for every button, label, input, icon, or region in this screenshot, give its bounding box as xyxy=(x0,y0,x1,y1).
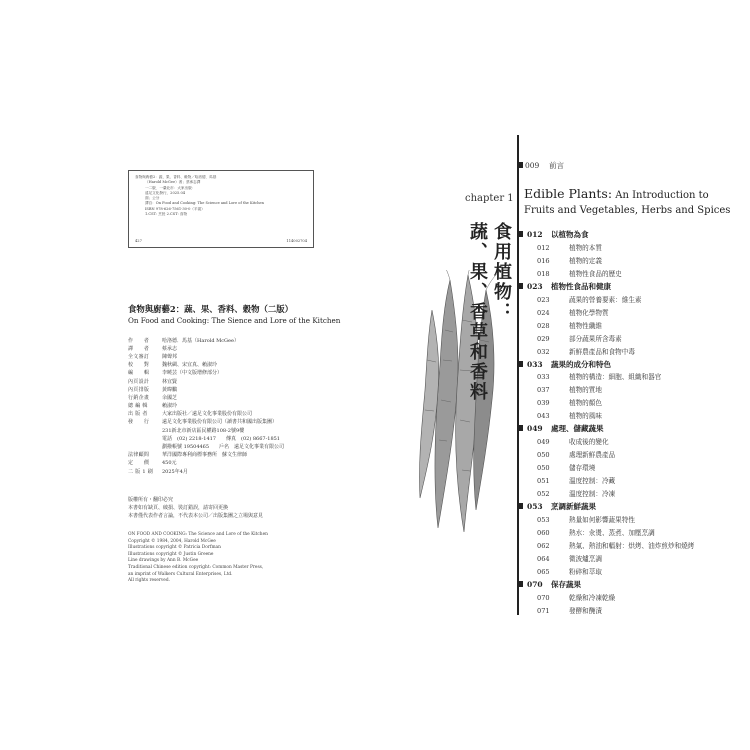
section-marker xyxy=(517,503,523,509)
credit-row: 發 行 遠足文化事業股份有限公司（讀書共和國出版集團） xyxy=(128,419,278,426)
cip-line: （Harold McGee）著；蔡承志譯 xyxy=(145,180,201,185)
credit-row: 二 版 1 刷 2025年4月 xyxy=(128,468,188,475)
copyright-notes xyxy=(128,496,263,520)
section-marker xyxy=(517,361,523,367)
toc-entry-text: 溫度控制：冷凍 xyxy=(569,490,616,498)
credit-row: 譯 者 蔡承志 xyxy=(128,345,178,352)
toc-page-number: 033 xyxy=(527,359,543,369)
toc-entry-text: 植物的顏色 xyxy=(569,399,602,408)
toc-entry-text: 植物的定義 xyxy=(569,256,602,265)
chapter-title-en-line2: Fruits and Vegetables, Herbs and Spices xyxy=(524,205,731,216)
toc-subentry[interactable] xyxy=(537,384,602,394)
note-line: 本書僅代表作者言論，不代表本公司／出版集團之立場與意見 xyxy=(128,513,264,519)
note-line: 版權所有・翻印必究 xyxy=(128,497,174,503)
toc-entry[interactable] xyxy=(527,229,589,240)
credit-row: 電話 (02) 2218-1417 傳真 (02) 8667-1851 xyxy=(162,435,280,442)
credit-row: 作 者 哈洛德．馬基（Harold McGee） xyxy=(128,337,239,344)
credit-row: 231新北市新店區民權路108-2號9樓 xyxy=(162,427,245,434)
toc-entry-text: 以植物為食 xyxy=(551,230,589,239)
toc-page-number: 018 xyxy=(537,269,550,278)
credit-row: 法律顧問 華洋國際專利商標事務所 蘇文生律師 xyxy=(128,452,248,459)
english-copyright xyxy=(128,532,268,585)
toc-page-number: 060 xyxy=(537,528,550,537)
book-subtitle: On Food and Cooking: The Sience and Lore of the Kitchen xyxy=(128,316,341,325)
credit-row: 編 輯 李曉芸（中文版增修部分） xyxy=(128,370,223,377)
section-marker xyxy=(517,425,523,431)
toc-page-number: 012 xyxy=(537,243,550,252)
toc-entry[interactable] xyxy=(527,281,611,292)
chapter-title-en xyxy=(524,186,709,201)
credit-row: 全文審訂 陳聲邦 xyxy=(128,353,178,360)
toc-subentry[interactable] xyxy=(537,268,622,278)
toc-entry-text: 乾燥和冷凍乾燥 xyxy=(569,593,616,602)
chapter-title-zh-col1: 食用植物： xyxy=(491,222,512,322)
toc-subentry[interactable] xyxy=(537,605,602,615)
toc-page-number: 029 xyxy=(537,334,550,343)
eng-line: Line drawings by Ann B. McGee xyxy=(128,558,199,564)
toc-entry[interactable] xyxy=(527,359,611,370)
toc-page-number: 064 xyxy=(537,554,550,563)
toc-subentry[interactable] xyxy=(537,540,694,550)
toc-subentry[interactable] xyxy=(537,475,615,485)
cip-line: 遠足文化發行，2025.04 xyxy=(145,190,186,195)
toc-entry[interactable] xyxy=(525,160,564,171)
toc-entry-text: 熱水：汆燙、蒸煮、加壓烹調 xyxy=(569,528,655,537)
toc-page-number: 070 xyxy=(537,593,550,602)
toc-subentry[interactable] xyxy=(537,488,615,498)
toc-page-number: 052 xyxy=(537,490,550,498)
toc-entry-text: 熱氣、熱油和輻射：烘烤、油炸煎炒和燒烤 xyxy=(569,541,695,550)
toc-page-number: 016 xyxy=(537,256,550,265)
toc-entry-text: 部分蔬果所含毒素 xyxy=(569,334,622,343)
toc-entry-text: 保存蔬果 xyxy=(551,579,581,589)
toc-page-number: 028 xyxy=(537,321,550,330)
eng-line: Traditional Chinese edition copyright: Common Master Press, xyxy=(128,564,264,570)
toc-entry-text: 植物的構造：細胞、組織和器官 xyxy=(569,373,662,382)
cip-record-number: 114002704 xyxy=(286,238,307,243)
chapter-title-zh-col2: 蔬、果、香草和香料 xyxy=(467,222,488,402)
section-marker xyxy=(517,283,523,289)
chapter-title-rest: An Introduction to xyxy=(612,190,709,201)
book-title: 食物與廚藝2：蔬、果、香料、穀物（二版） xyxy=(128,304,293,314)
toc-subentry[interactable] xyxy=(537,333,622,343)
toc-subentry[interactable] xyxy=(537,566,602,576)
toc-page-number: 032 xyxy=(537,347,550,356)
toc-subentry[interactable] xyxy=(537,514,635,524)
cip-line: 面；公分 xyxy=(145,196,160,201)
toc-subentry[interactable] xyxy=(537,410,602,420)
toc-entry-text: 處理新鮮農產品 xyxy=(569,451,616,460)
toc-subentry[interactable] xyxy=(537,255,602,265)
toc-entry-text: 處理、儲藏蔬果 xyxy=(551,424,604,434)
toc-entry-text: 收成後的變化 xyxy=(569,438,609,447)
note-line: 本書如有缺頁、破損、裝訂錯誤，請寄回更換 xyxy=(128,505,229,511)
toc-subentry[interactable] xyxy=(537,527,655,537)
chapter-label: chapter 1 xyxy=(465,193,514,204)
credit-row: 校 對 魏秋綢、宋宜真、賴淑玲 xyxy=(128,362,218,369)
credit-row: 定 價 450元 xyxy=(128,460,177,467)
cip-line: 1.CST: 烹飪 2.CST: 食物 xyxy=(145,212,188,217)
toc-subentry[interactable] xyxy=(537,307,609,317)
toc-entry[interactable] xyxy=(527,501,596,512)
toc-page-number: 053 xyxy=(527,501,543,511)
toc-subentry[interactable] xyxy=(537,320,602,330)
toc-entry-text: 植物性食品和健康 xyxy=(551,281,611,291)
toc-page-number: 051 xyxy=(537,477,550,486)
toc-page-number: 023 xyxy=(527,281,543,291)
toc-page-number: 037 xyxy=(537,386,550,395)
section-marker xyxy=(517,581,523,587)
vertical-rule xyxy=(517,135,519,615)
toc-page-number: 024 xyxy=(537,308,550,317)
eng-line: Copyright © 1984, 2004, Harold McGee xyxy=(128,538,216,544)
toc-subentry[interactable] xyxy=(537,346,635,356)
toc-subentry[interactable] xyxy=(537,462,595,472)
credit-row: 內頁排版 黃暐鵬 xyxy=(128,386,178,393)
chapter-title-main: Edible Plants: xyxy=(524,186,613,201)
toc-entry-text: 植物化學物質 xyxy=(569,308,609,317)
credit-row: 行銷企畫 余國芝 xyxy=(128,394,178,401)
toc-entry-text: 植物的質地 xyxy=(569,386,602,395)
toc-page-number: 012 xyxy=(527,230,543,239)
toc-page-number: 033 xyxy=(537,373,550,382)
toc-entry-text: 儲存環境 xyxy=(569,464,596,473)
toc-subentry[interactable] xyxy=(537,242,602,252)
eng-line: ON FOOD AND COOKING: The Science and Lore of the Kitchen xyxy=(128,532,268,537)
toc-subentry[interactable] xyxy=(537,553,602,563)
toc-subentry[interactable] xyxy=(537,397,602,407)
toc-entry-text: 烹調新鮮蔬果 xyxy=(551,501,596,511)
toc-page-number: 009 xyxy=(525,161,540,170)
toc-entry-text: 植物的本質 xyxy=(569,243,602,252)
toc-page-number: 049 xyxy=(527,424,543,434)
toc-page-number: 050 xyxy=(537,451,550,460)
toc-entry[interactable] xyxy=(527,579,581,590)
toc-entry-text: 蔬果的成分和特色 xyxy=(551,359,611,369)
toc-entry-text: 溫度控制：冷藏 xyxy=(569,477,616,486)
credits-list xyxy=(128,336,328,475)
toc-subentry[interactable] xyxy=(537,592,615,602)
toc-page-number: 065 xyxy=(537,567,550,576)
toc-entry-text: 蔬果的營養要素：維生素 xyxy=(569,295,642,304)
toc-page-number: 050 xyxy=(537,464,550,473)
toc-entry-text: 植物性食品的歷史 xyxy=(569,269,622,278)
toc-entry[interactable] xyxy=(527,423,604,434)
credit-row: 內頁設計 林宜賢 xyxy=(128,378,178,385)
eng-line: an imprint of Walkers Cultural Enterprises, Ltd. xyxy=(128,571,233,577)
cip-class-number: 427 xyxy=(135,238,142,243)
cip-line: 譯自：On Food and Cooking: The Science and Lore of the Kitchen xyxy=(145,201,264,206)
toc-entry-text: 熱量如何影響蔬果特性 xyxy=(569,515,635,524)
toc-subentry[interactable] xyxy=(537,294,642,304)
toc-entry-text: 微波爐烹調 xyxy=(569,554,602,563)
toc-page-number: 071 xyxy=(537,606,550,615)
section-marker xyxy=(517,162,523,168)
toc-entry-text: 植物性纖維 xyxy=(569,321,602,330)
toc-page-number: 023 xyxy=(537,295,550,304)
toc-entry-text: 發酵和醃漬 xyxy=(569,606,602,615)
toc-entry-text: 植物的風味 xyxy=(569,412,602,421)
toc-page-number: 070 xyxy=(527,579,543,589)
toc-page-number: 043 xyxy=(537,412,550,421)
credit-row: 劃撥帳號 19504465 戶名 遠足文化事業有限公司 xyxy=(162,444,285,451)
cip-line: 食物與廚藝2：蔬、果、香料、穀物／哈洛德．馬基 xyxy=(135,175,217,179)
section-marker xyxy=(517,231,523,237)
toc-subentry[interactable] xyxy=(537,436,609,446)
cip-line: 一二版．一臺北市：大家出版： xyxy=(145,185,196,190)
toc-page-number: 053 xyxy=(537,515,550,524)
toc-subentry[interactable] xyxy=(537,371,661,381)
eng-line: All rights reserved. xyxy=(128,578,170,584)
credit-row: 總 編 輯 賴淑玲 xyxy=(128,403,178,410)
toc-entry-text: 新鮮農產品和食物中毒 xyxy=(569,347,635,356)
toc-page-number: 039 xyxy=(537,399,550,408)
eng-line: Illustrations copyright © Patricia Dorfman xyxy=(128,545,221,551)
toc-entry-text: 前言 xyxy=(549,161,564,170)
toc-entry-text: 粉碎和萃取 xyxy=(569,567,602,576)
eng-line: Illustrations copyright © Justin Greene xyxy=(128,551,214,557)
toc-subentry[interactable] xyxy=(537,449,615,459)
cip-line: ISBN 978-626-7561-30-0（平裝） xyxy=(145,206,205,211)
cip-catalog-box xyxy=(128,170,314,248)
toc-page-number: 062 xyxy=(537,541,550,550)
toc-page-number: 049 xyxy=(537,438,550,447)
credit-row: 出 版 者 大家出版社／遠足文化事業股份有限公司 xyxy=(128,411,253,418)
